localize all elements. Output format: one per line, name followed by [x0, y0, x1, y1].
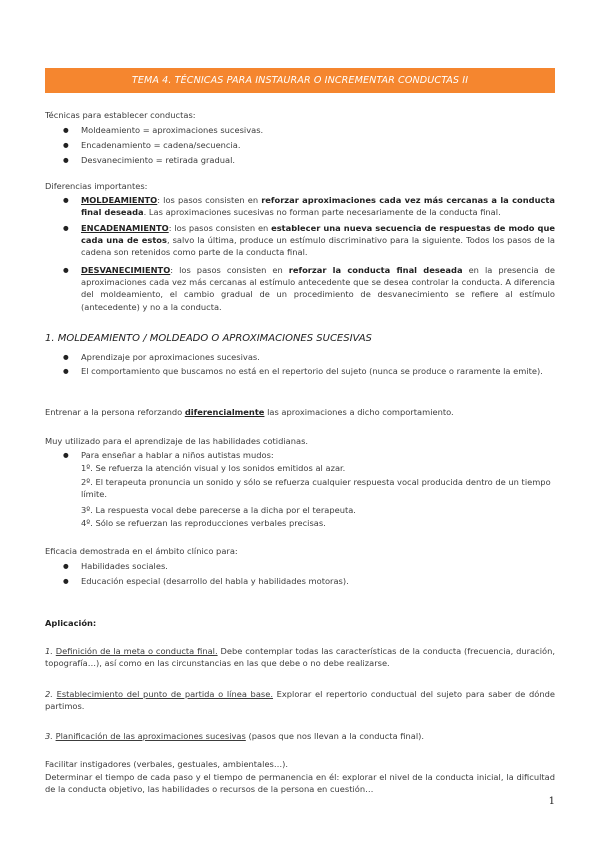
training-paragraph: Entrenar a la persona reforzando diferencialmente las aproximaciones a dicho comportamiento. — [45, 407, 454, 417]
difference-encadenamiento: ● ENCADENAMIENTO: los pasos consisten en establecer una nueva secuencia de respuestas de modo que cada una de estos, salvo la última, produce un estímulo discriminativo para la siguiente. Todos los pasos de la cadena son retenidos como parte de la conducta final. — [81, 222, 555, 259]
step-item: 3º. La respuesta vocal debe parecerse a la dicha por el terapeuta. — [81, 505, 356, 515]
list-item: ● Para enseñar a hablar a niños autistas mudos: — [81, 449, 274, 461]
application-heading: Aplicación: — [45, 618, 97, 628]
determine-paragraph: Determinar el tiempo de cada paso y el tiempo de permanencia en él: explorar el nivel de la conducta inicial, la dificultad de la conducta objetivo, las habilidades o recursos de la persona en cuestión… — [45, 772, 555, 795]
used-paragraph: Muy utilizado para el aprendizaje de las habilidades cotidianas. — [45, 436, 309, 446]
list-item: ● Desvanecimiento = retirada gradual. — [81, 154, 235, 166]
step-item: 2º. El terapeuta pronuncia un sonido y sólo se refuerza cualquier respuesta vocal producida dentro de un tiempo límite. — [81, 477, 551, 500]
list-item: ● El comportamiento que buscamos no está en el repertorio del sujeto (nunca se produce o raramente la emite). — [81, 365, 555, 377]
differences-heading: Diferencias importantes: — [45, 181, 148, 191]
term-moldeamiento: MOLDEAMIENTO — [81, 195, 158, 205]
list-item: ● Encadenamiento = cadena/secuencia. — [81, 139, 241, 151]
application-step-2: 2. Establecimiento del punto de partida o línea base. Explorar el repertorio conductual del sujeto para saber de dónde partimos. — [45, 689, 556, 712]
difference-desvanecimiento: ● DESVANECIMIENTO: los pasos consisten en reforzar la conducta final deseada en la presencia de aproximaciones cada vez más cercanas al estímulo antecedente que se desea controlar la conducta. A diferencia del moldeamiento, el cambio gradual de un procedimiento de desvanecimiento se refiere al estímulo (antecedente) y no a la conducta. — [81, 264, 555, 313]
page-number: 1 — [548, 796, 555, 807]
list-item: ● Aprendizaje por aproximaciones sucesivas. — [81, 351, 555, 363]
difference-moldeamiento: ● MOLDEAMIENTO: los pasos consisten en reforzar aproximaciones cada vez más cercanas a la conducta final deseada. Las aproximaciones sucesivas no forman parte necesariamente de la conducta final. — [81, 194, 555, 218]
term-encadenamiento: ENCADENAMIENTO — [81, 223, 169, 233]
chapter-title-banner: TEMA 4. TÉCNICAS PARA INSTAURAR O INCREMENTAR CONDUCTAS II — [45, 68, 555, 93]
techniques-heading: Técnicas para establecer conductas: — [45, 110, 196, 120]
step-item: 1º. Se refuerza la atención visual y los sonidos emitidos al azar. — [81, 463, 346, 473]
list-item: ● Habilidades sociales. — [81, 560, 168, 572]
list-item: ● Educación especial (desarrollo del habla y habilidades motoras). — [81, 575, 349, 587]
application-step-3: 3. Planificación de las aproximaciones sucesivas (pasos que nos llevan a la conducta final). — [45, 731, 425, 741]
step-item: 4º. Sólo se refuerzan las reproducciones verbales precisas. — [81, 518, 326, 528]
facilitate-paragraph: Facilitar instigadores (verbales, gestuales, ambientales…). — [45, 759, 289, 769]
term-desvanecimiento: DESVANECIMIENTO — [81, 265, 171, 275]
application-step-1: 1. Definición de la meta o conducta final. Debe contemplar todas las características de la conducta (frecuencia, duración, topografía…), así como en las circunstancias en las que debe o no debe realizarse. — [45, 646, 555, 669]
section-title: 1. MOLDEAMIENTO / MOLDEADO O APROXIMACIONES SUCESIVAS — [45, 333, 372, 344]
list-item: ● Moldeamiento = aproximaciones sucesivas. — [81, 124, 263, 136]
efficacy-paragraph: Eficacia demostrada en el ámbito clínico para: — [45, 546, 238, 556]
